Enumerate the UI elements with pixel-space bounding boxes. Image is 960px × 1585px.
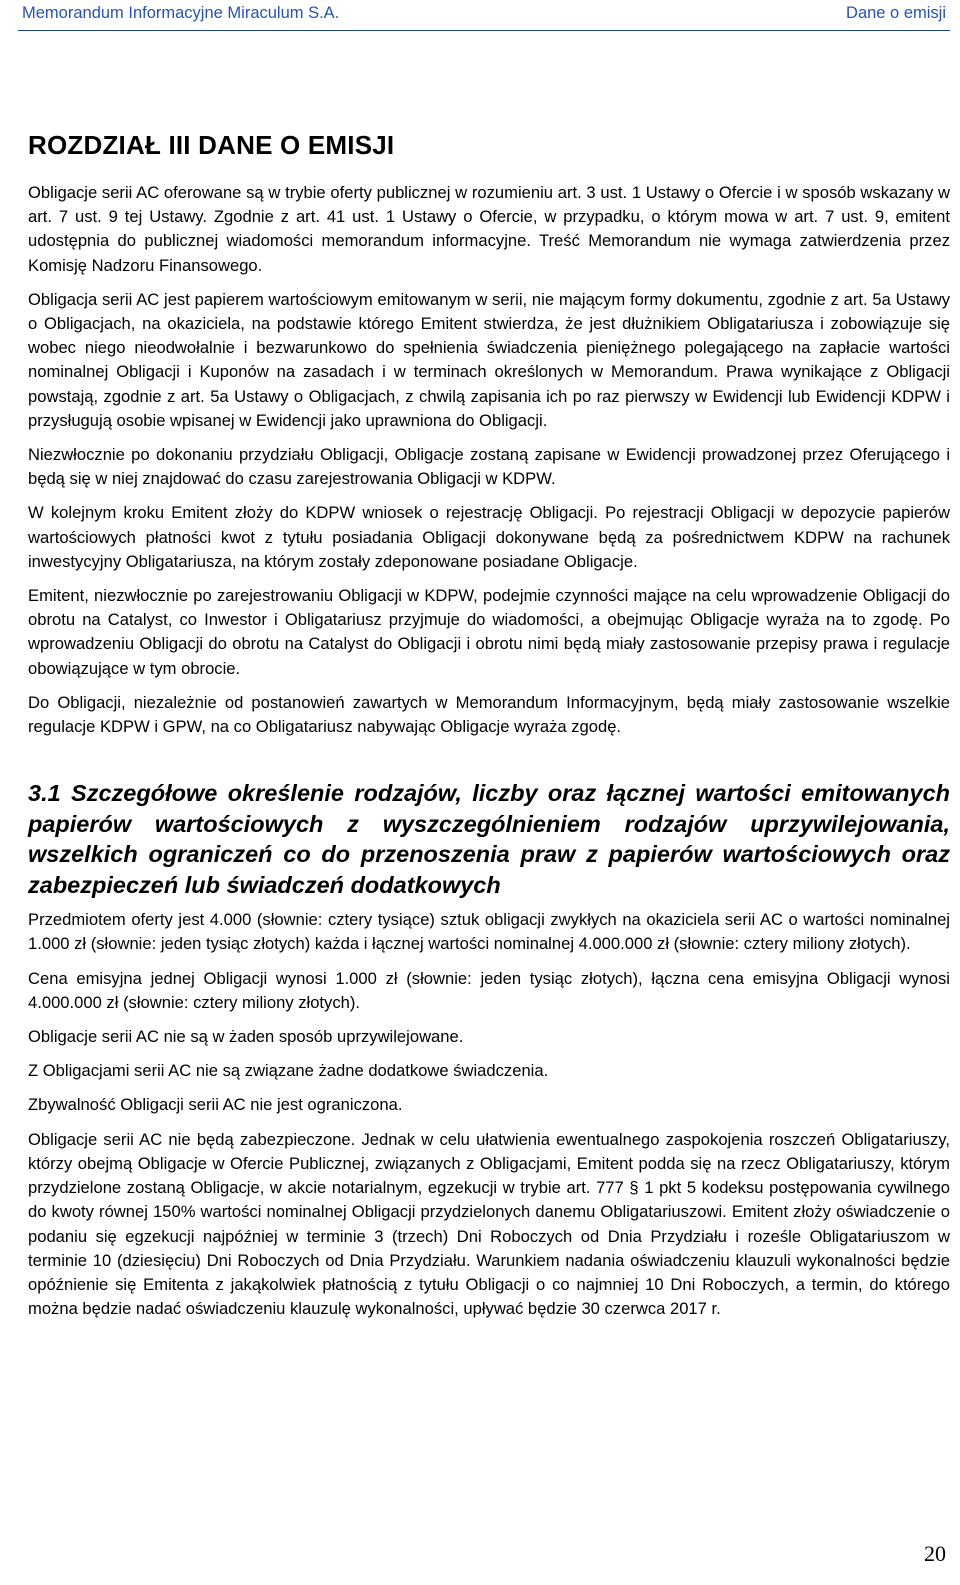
header-section-name: Dane o emisji (846, 4, 946, 22)
page-number: 20 (924, 1541, 946, 1566)
intro-paragraph-6: Do Obligacji, niezależnie od postanowień zawartych w Memorandum Informacyjnym, będą miały zastosowanie wszelkie regulacje KDPW i GPW, na co Obligatariusz nabywając Obligacje wyraża zgodę. (28, 692, 950, 737)
section-paragraph-1: Przedmiotem oferty jest 4.000 (słownie: cztery tysiące) sztuk obligacji zwykłych na okaziciela serii AC o wartości nominalnej 1.000 zł (słownie: jeden tysiąc złotych) każda i łącznej wartości nominalnej 4.000.000 zł (słownie: cztery miliony złotych). (28, 910, 950, 954)
header-document-title: Memorandum Informacyjne Miraculum S.A. (22, 4, 340, 22)
chapter-title: ROZDZIAŁ III DANE O EMISJI (28, 130, 395, 160)
page-content (28, 130, 950, 1331)
section-paragraph-2: Cena emisyjna jednej Obligacji wynosi 1.000 zł (słownie: jeden tysiąc złotych), łączna cena emisyjna Obligacji wynosi 4.000.000 zł (słownie: cztery miliony złotych). (28, 968, 950, 1012)
page-header (18, 4, 950, 31)
section-title: 3.1 Szczegółowe określenie rodzajów, liczby oraz łącznej wartości emitowanych papierów wartościowych z wyszczególnieniem rodzajów uprzywilejowania, wszelkich ograniczeń co do przenoszenia praw z papierów wartościowych oraz zabezpieczeń lub świadczeń dodatkowych (28, 780, 950, 898)
section-paragraph-3: Obligacje serii AC nie są w żaden sposób uprzywilejowane. (28, 1027, 464, 1047)
intro-paragraph-1: Obligacje serii AC oferowane są w trybie oferty publicznej w rozumieniu art. 3 ust. 1 Ustawy o Ofercie i w sposób wskazany w art. 7 ust. 9 tej Ustawy. Zgodnie z art. 41 ust. 1 Ustawy o Ofercie, w przypadku, o którym mowa w art. 7 ust. 9, emitent udostępnia do publicznej wiadomości memorandum informacyjne. Treść Memorandum nie wymaga zatwierdzenia przez Komisję Nadzoru Finansowego. (28, 183, 950, 275)
intro-paragraph-2: Obligacja serii AC jest papierem wartościowym emitowanym w serii, nie mającym formy dokumentu, zgodnie z art. 5a Ustawy o Obligacjach, na okaziciela, na podstawie którego Emitent stwierdza, że jest dłużnikiem Obligatariusza i zobowiązuje się wobec niego nieodwołalnie i bezwarunkowo do spełnienia świadczenia pieniężnego polegającego na zapłacie wartości nominalnej Obligacji i Kuponów na zasadach i w terminach określonych w Memorandum. Prawa wynikające z Obligacji powstają, zgodnie z art. 5a Ustawy o Obligacjach, z chwilą zapisania ich po raz pierwszy w Ewidencji lub Ewidencji KDPW i przysługują osobie wpisanej w Ewidencji jako uprawniona do Obligacji. (28, 289, 950, 430)
intro-paragraph-4: W kolejnym kroku Emitent złoży do KDPW wniosek o rejestrację Obligacji. Po rejestracji Obligacji w depozycie papierów wartościowych płatności kwot z tytułu posiadania Obligacji dokonywane będą za pośrednictwem KDPW na rachunek inwestycyjny Obligatariusza, na którym zostały zdeponowane posiadane Obligacje. (28, 503, 950, 571)
intro-paragraph-5: Emitent, niezwłocznie po zarejestrowaniu Obligacji w KDPW, podejmie czynności mające na celu wprowadzenie Obligacji do obrotu na Catalyst, co Inwestor i Obligatariusz przyjmuje do wiadomości, a obejmując Obligacje wyraża na to zgodę. Po wprowadzeniu Obligacji do obrotu na Catalyst do Obligacji i obrotu nimi będą miały zastosowanie przepisy prawa i regulacje obowiązujące w tym obrocie. (28, 586, 950, 678)
section-paragraph-6: Obligacje serii AC nie będą zabezpieczone. Jednak w celu ułatwienia ewentualnego zaspokojenia roszczeń Obligatariuszy, którzy obejmą Obligacje w Ofercie Publicznej, związanych z Obligacjami, Emitent podda się na rzecz Obligatariuszy, którym przydzielone zostaną Obligacje, w akcie notarialnym, egzekucji w trybie art. 777 § 1 pkt 5 kodeksu postępowania cywilnego do kwoty równej 150% wartości nominalnej Obligacji przydzielonych danemu Obligatariuszowi. Emitent złoży oświadczenie o podaniu się egzekucji najpóźniej w terminie 3 (trzech) Dni Roboczych od Dnia Przydziału i roześle Obligatariuszom w terminie 10 (dziesięciu) Dni Roboczych od Dnia Przydziału. Warunkiem nadania oświadczeniu klauzuli wykonalności będzie opóźnienie się Emitenta z jakąkolwiek płatnością z tytułu Obligacji o co najmniej 10 Dni Roboczych, a termin, do którego można będzie nadać oświadczeniu klauzulę wykonalności, upływać będzie 30 czerwca 2017 r. (28, 1129, 950, 1319)
intro-paragraph-3: Niezwłocznie po dokonaniu przydziału Obligacji, Obligacje zostaną zapisane w Ewidencji prowadzonej przez Oferującego i będą się w niej znajdować do czasu zarejestrowania Obligacji w KDPW. (28, 445, 950, 489)
section-paragraph-4: Z Obligacjami serii AC nie są związane żadne dodatkowe świadczenia. (28, 1061, 549, 1081)
section-paragraph-5: Zbywalność Obligacji serii AC nie jest ograniczona. (28, 1095, 403, 1115)
